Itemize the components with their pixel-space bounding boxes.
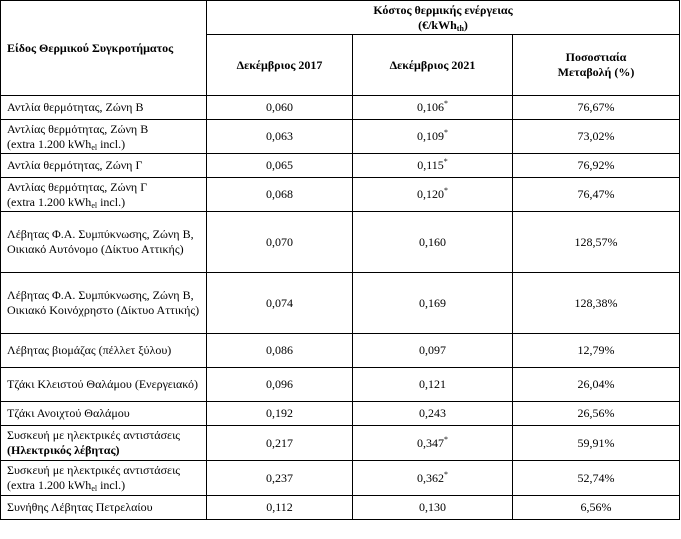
footnote-asterisk: * <box>444 99 448 108</box>
value-2021: 0,243 <box>353 402 513 426</box>
value-2017: 0,065 <box>207 154 353 178</box>
footnote-asterisk: * <box>443 157 448 166</box>
value-2021: 0,160 <box>353 212 513 273</box>
kind-header: Είδος Θερμικού Συγκροτήματος <box>1 1 207 96</box>
table-row <box>1 273 680 334</box>
value-2021: 0,169 <box>353 273 513 334</box>
value-2017: 0,096 <box>207 368 353 402</box>
row-type-name: Τζάκι Ανοιχτού Θαλάμου <box>1 402 207 426</box>
value-2021: 0,120* <box>353 178 513 212</box>
row-type-name: Αντλίας θερμότητας, Ζώνη Γ (extra 1.200 kWh$_{el}$ incl.) <box>1 178 207 212</box>
row-type-name: Συσκευή με ηλεκτρικές αντιστάσεις (extra 1.200 kWh$_{el}$ incl.) <box>1 461 207 496</box>
value-2017: 0,112 <box>207 496 353 520</box>
percent-change: 76,67% <box>513 96 680 120</box>
value-2021: 0,347* <box>353 426 513 461</box>
percent-change: 26,04% <box>513 368 680 402</box>
value-2017: 0,074 <box>207 273 353 334</box>
footnote-asterisk: * <box>444 186 448 195</box>
value-2017: 0,068 <box>207 178 353 212</box>
percent-change: 12,79% <box>513 334 680 368</box>
row-type-name: Λέβητας βιομάζας (πέλλετ ξύλου) <box>1 334 207 368</box>
table-row <box>1 368 680 402</box>
percent-change: 76,92% <box>513 154 680 178</box>
value-2017: 0,070 <box>207 212 353 273</box>
table-row <box>1 154 680 178</box>
row-type-name: Αντλία θερμότητας, Ζώνη Β <box>1 96 207 120</box>
table-row <box>1 426 680 461</box>
value-2017: 0,086 <box>207 334 353 368</box>
table-row <box>1 178 680 212</box>
row-type-name: Συσκευή με ηλεκτρικές αντιστάσεις (Ηλεκτρικός λέβητας) <box>1 426 207 461</box>
cost-header <box>207 1 680 35</box>
table-row <box>1 496 680 520</box>
value-2021: 0,115* <box>353 154 513 178</box>
value-2017: 0,063 <box>207 120 353 154</box>
value-2021: 0,130 <box>353 496 513 520</box>
row-type-name: Τζάκι Κλειστού Θαλάμου (Ενεργειακό) <box>1 368 207 402</box>
table-row <box>1 461 680 496</box>
cost-title: Κόστος θερμικής ενέργειας <box>373 2 513 17</box>
footnote-asterisk: * <box>444 469 448 479</box>
table-row <box>1 334 680 368</box>
value-2017: 0,060 <box>207 96 353 120</box>
value-2021: 0,109* <box>353 120 513 154</box>
col-change-header: Ποσοστιαία Μεταβολή (%) <box>513 35 680 96</box>
row-type-name: Αντλίας θερμότητας, Ζώνη Β (extra 1.200 kWh$_{el}$ incl.) <box>1 120 207 154</box>
value-2021: 0,362* <box>353 461 513 496</box>
percent-change: 128,38% <box>513 273 680 334</box>
percent-change: 59,91% <box>513 426 680 461</box>
percent-change: 6,56% <box>513 496 680 520</box>
footnote-asterisk: * <box>444 128 448 137</box>
row-type-name: Λέβητας Φ.Α. Συμπύκνωσης, Ζώνη Β, Οικιακό Αυτόνομο (Δίκτυο Αττικής) <box>1 212 207 273</box>
footnote-asterisk: * <box>444 434 448 444</box>
table-row <box>1 96 680 120</box>
row-type-name: Λέβητας Φ.Α. Συμπύκνωσης, Ζώνη Β, Οικιακό Κοινόχρηστο (Δίκτυο Αττικής) <box>1 273 207 334</box>
percent-change: 73,02% <box>513 120 680 154</box>
table-row <box>1 120 680 154</box>
value-2017: 0,217 <box>207 426 353 461</box>
col-2017-header: Δεκέμβριος 2017 <box>207 35 353 96</box>
value-2017: 0,237 <box>207 461 353 496</box>
percent-change: 76,47% <box>513 178 680 212</box>
percent-change: 52,74% <box>513 461 680 496</box>
row-type-name: Αντλία θερμότητας, Ζώνη Γ <box>1 154 207 178</box>
value-2021: 0,121 <box>353 368 513 402</box>
row-type-name: Συνήθης Λέβητας Πετρελαίου <box>1 496 207 520</box>
col-2021-header: Δεκέμβριος 2021 <box>353 35 513 96</box>
cost-unit: (€/kWh$_{th}$) <box>418 17 468 33</box>
percent-change: 128,57% <box>513 212 680 273</box>
value-2021: 0,097 <box>353 334 513 368</box>
table-row <box>1 212 680 273</box>
table-row <box>1 402 680 426</box>
percent-change: 26,56% <box>513 402 680 426</box>
value-2021: 0,106* <box>353 96 513 120</box>
value-2017: 0,192 <box>207 402 353 426</box>
